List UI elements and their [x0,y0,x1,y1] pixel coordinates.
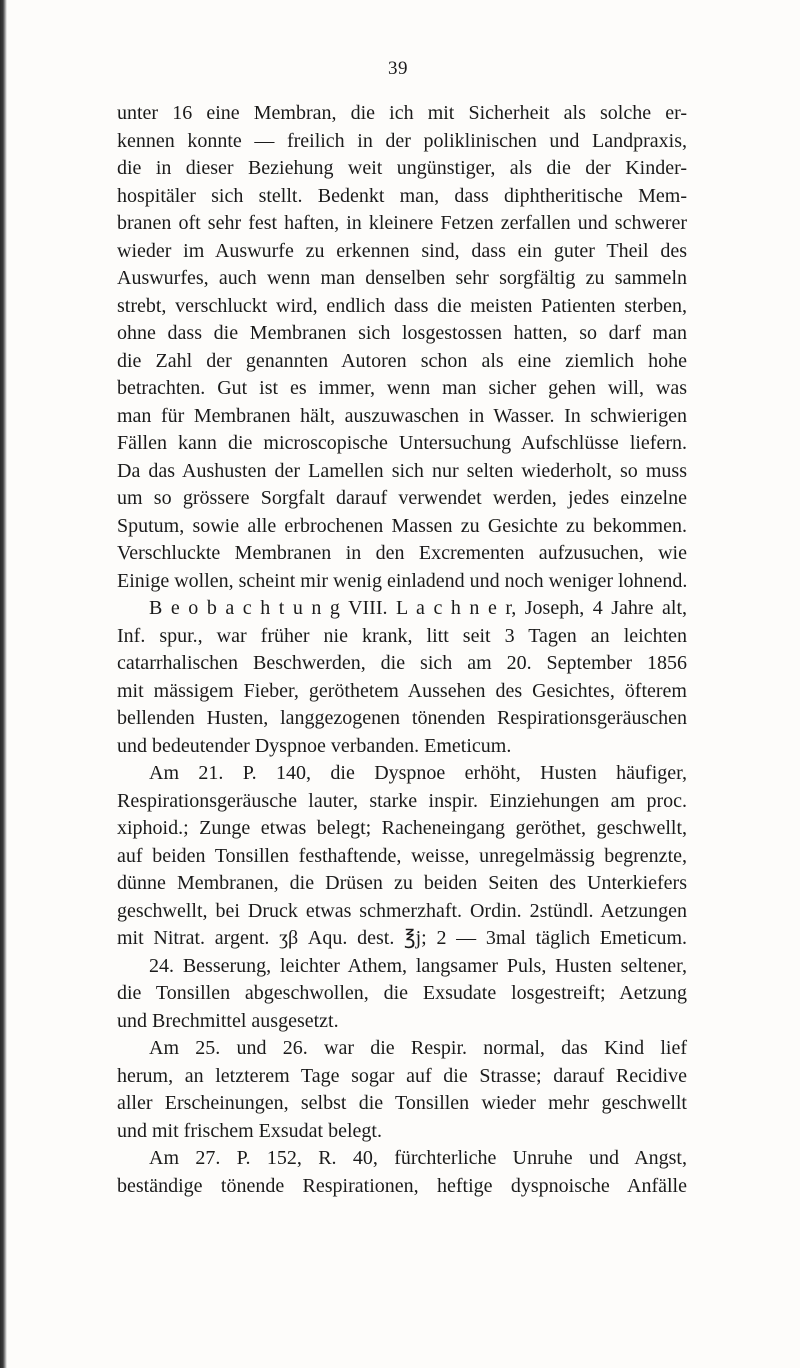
text-line: xiphoid.; Zunge etwas belegt; Racheneingang geröthet, geschwellt, [117,817,687,839]
text-line: B e o b a c h t u n g VIII. L a c h n e r, Joseph, 4 Jahre alt, [149,597,687,619]
text-line: und bedeutender Dyspnoe verbanden. Emeticum. [117,734,512,757]
text-line: ohne dass die Membranen sich losgestossen hatten, so darf man [117,322,687,344]
text-line: Fällen kann die microscopische Untersuchung Aufschlüsse liefern. [117,432,687,454]
text-line: strebt, verschluckt wird, endlich dass die meisten Patienten sterben, [117,294,687,317]
text-line: Inf. spur., war früher nie krank, litt seit 3 Tagen an leichten [117,624,687,647]
text-line: wieder im Auswurfe zu erkennen sind, dass ein guter Theil des [117,239,687,262]
page-number: 39 [388,58,408,79]
body-text [117,100,687,1200]
text-line: und Brechmittel ausgesetzt. [117,1009,339,1032]
text-line: betrachten. Gut ist es immer, wenn man sicher gehen will, was [117,377,687,399]
text-line: die Tonsillen abgeschwollen, die Exsudate losgestreift; Aetzung [117,982,687,1004]
text-line: Da das Aushusten der Lamellen sich nur selten wiederholt, so muss [117,459,687,482]
text-line: hospitäler sich stellt. Bedenkt man, dass diphtheritische Mem- [117,184,687,207]
text-line: unter 16 eine Membran, die ich mit Sicherheit als solche er- [117,102,687,124]
text-line: die Zahl der genannten Autoren schon als eine ziemlich hohe [117,349,687,372]
text-line: auf beiden Tonsillen festhaftende, weisse, unregelmässig begrenzte, [117,844,687,867]
text-line: man für Membranen hält, auszuwaschen in Wasser. In schwierigen [117,404,687,427]
text-line: und mit frischem Exsudat belegt. [117,1119,382,1142]
binding-edge [0,0,7,1368]
text-line: dünne Membranen, die Drüsen zu beiden Seiten des Unterkiefers [117,872,687,894]
text-line: Am 25. und 26. war die Respir. normal, das Kind lief [149,1037,687,1059]
text-line: bellenden Husten, langgezogenen tönenden Respirationsgeräuschen [117,707,687,729]
text-line: geschwellt, bei Druck etwas schmerzhaft. Ordin. 2stündl. Aetzungen [117,899,687,922]
text-line: die in dieser Beziehung weit ungünstiger, als die der Kinder- [117,157,687,179]
text-line: Auswurfes, auch wenn man denselben sehr sorgfältig zu sammeln [117,267,687,289]
text-line: mit Nitrat. argent. ʒβ Aqu. dest. ℥j; 2 — 3mal täglich Emeticum. [117,927,687,949]
text-line: mit mässigem Fieber, geröthetem Aussehen des Gesichtes, öfterem [117,679,687,702]
text-line: Verschluckte Membranen in den Excrementen aufzusuchen, wie [117,542,687,564]
text-line: Am 21. P. 140, die Dyspnoe erhöht, Husten häufiger, [149,762,687,784]
text-line: branen oft sehr fest haften, in kleinere Fetzen zerfallen und schwerer [117,212,687,234]
text-line: Respirationsgeräusche lauter, starke inspir. Einziehungen am proc. [117,789,687,812]
text-line: herum, an letzterem Tage sogar auf die Strasse; darauf Recidive [117,1064,687,1087]
text-line: catarrhalischen Beschwerden, die sich am 20. September 1856 [117,652,687,674]
text-line: Sputum, sowie alle erbrochenen Massen zu Gesichte zu bekommen. [117,514,687,537]
text-line: beständige tönende Respirationen, heftige dyspnoische Anfälle [117,1174,687,1197]
text-line: 24. Besserung, leichter Athem, langsamer Puls, Husten seltener, [149,954,687,977]
text-line: um so grössere Sorgfalt darauf verwendet werden, jedes einzelne [117,487,687,509]
text-line: aller Erscheinungen, selbst die Tonsillen wieder mehr geschwellt [117,1092,687,1114]
text-line: Einige wollen, scheint mir wenig einladend und noch weniger lohnend. [117,569,688,592]
text-line: kennen konnte — freilich in der poliklinischen und Landpraxis, [117,129,687,152]
text-line: Am 27. P. 152, R. 40, fürchterliche Unruhe und Angst, [149,1147,687,1169]
